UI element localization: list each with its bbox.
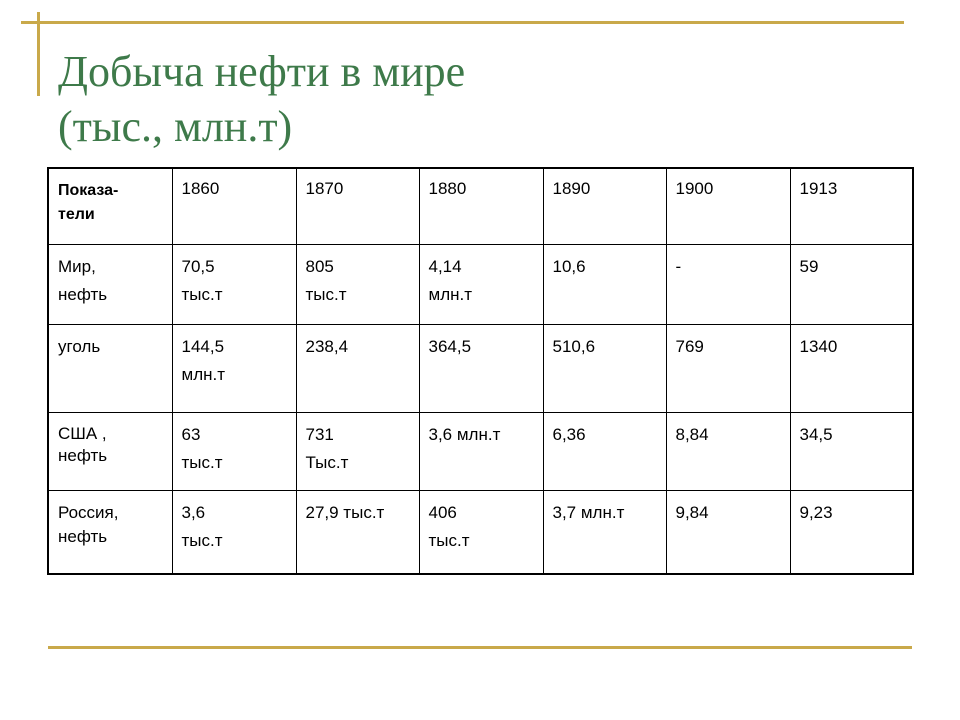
row-label-line: США , xyxy=(58,423,107,443)
cell-line: 9,23 xyxy=(799,502,833,522)
cell-line: 3,7 млн.т xyxy=(552,502,625,522)
cell-line: тыс.т xyxy=(305,284,347,304)
header-row xyxy=(48,168,913,244)
table-cell xyxy=(296,244,419,324)
table-cell xyxy=(666,244,790,324)
cell-line: 4,14 xyxy=(428,256,462,276)
table-cell xyxy=(666,324,790,412)
cell-line: 34,5 xyxy=(799,424,833,444)
cell-line: 3,6 xyxy=(181,502,206,522)
cell-line: 510,6 xyxy=(552,336,596,356)
table-cell xyxy=(543,412,666,490)
cell-line: 769 xyxy=(675,336,704,356)
cell-line: млн.т xyxy=(181,364,226,384)
table-cell xyxy=(296,490,419,574)
cell-line: 9,84 xyxy=(675,502,709,522)
table-cell xyxy=(172,490,296,574)
year-header-cell: 1913 xyxy=(790,168,913,244)
cell-line: 63 xyxy=(181,424,201,444)
table-cell xyxy=(666,490,790,574)
table-row-world-oil xyxy=(48,244,913,324)
table-row-coal xyxy=(48,324,913,412)
cell-line: 731 xyxy=(305,424,334,444)
year-header-cell: 1880 xyxy=(419,168,543,244)
cell-line: млн.т xyxy=(428,284,473,304)
cell-line: 27,9 тыс.т xyxy=(305,502,385,522)
year-header-cell: 1900 xyxy=(666,168,790,244)
row-label-cell xyxy=(48,490,172,574)
table-cell xyxy=(419,244,543,324)
cell-line: - xyxy=(675,256,682,276)
row-label-line: нефть xyxy=(58,445,108,465)
table-cell xyxy=(790,244,913,324)
table-cell xyxy=(790,324,913,412)
bottom-rule xyxy=(48,646,912,649)
cell-line: 364,5 xyxy=(428,336,472,356)
year-header-cell: 1870 xyxy=(296,168,419,244)
row-label-line: уголь xyxy=(58,336,101,356)
table-cell xyxy=(172,412,296,490)
cell-line: 144,5 xyxy=(181,336,225,356)
table-cell xyxy=(419,412,543,490)
table-cell xyxy=(543,490,666,574)
left-rule xyxy=(37,12,40,96)
cell-line: тыс.т xyxy=(181,452,223,472)
cell-line: 3,6 млн.т xyxy=(428,424,501,444)
cell-line: 238,4 xyxy=(305,336,349,356)
table-cell xyxy=(296,412,419,490)
cell-line: тыс.т xyxy=(181,284,223,304)
title-line-2: (тыс., млн.т) xyxy=(58,102,293,151)
cell-line: 1340 xyxy=(799,336,838,356)
table-row-russia-oil xyxy=(48,490,913,574)
row-label-line: нефть xyxy=(58,526,108,546)
cell-line: 70,5 xyxy=(181,256,215,276)
row-label-line: нефть xyxy=(58,284,108,304)
cell-line: 8,84 xyxy=(675,424,709,444)
table-cell xyxy=(790,490,913,574)
header-label-line: Показа- xyxy=(58,182,119,199)
row-label-line: Мир, xyxy=(58,256,96,276)
table-cell xyxy=(296,324,419,412)
header-label-cell xyxy=(48,168,172,244)
row-label-cell xyxy=(48,412,172,490)
table-cell xyxy=(419,490,543,574)
title-line-1: Добыча нефти в мире xyxy=(58,47,466,96)
slide-title xyxy=(58,44,898,154)
cell-line: 406 xyxy=(428,502,457,522)
top-rule xyxy=(21,21,904,24)
table-cell xyxy=(543,244,666,324)
table-row-usa-oil xyxy=(48,412,913,490)
table-cell xyxy=(666,412,790,490)
cell-line: тыс.т xyxy=(181,530,223,550)
table-cell xyxy=(419,324,543,412)
row-label-cell xyxy=(48,324,172,412)
table-cell xyxy=(790,412,913,490)
row-label-cell xyxy=(48,244,172,324)
year-header-cell: 1890 xyxy=(543,168,666,244)
row-label-line: Россия, xyxy=(58,502,119,522)
header-label-line: тели xyxy=(58,206,95,223)
oil-production-table xyxy=(47,167,914,575)
cell-line: 805 xyxy=(305,256,334,276)
table-cell xyxy=(172,244,296,324)
cell-line: 10,6 xyxy=(552,256,586,276)
cell-line: тыс.т xyxy=(428,530,470,550)
table-cell xyxy=(172,324,296,412)
cell-line: 6,36 xyxy=(552,424,586,444)
year-header-cell: 1860 xyxy=(172,168,296,244)
cell-line: 59 xyxy=(799,256,819,276)
table-cell xyxy=(543,324,666,412)
cell-line: Тыс.т xyxy=(305,452,349,472)
